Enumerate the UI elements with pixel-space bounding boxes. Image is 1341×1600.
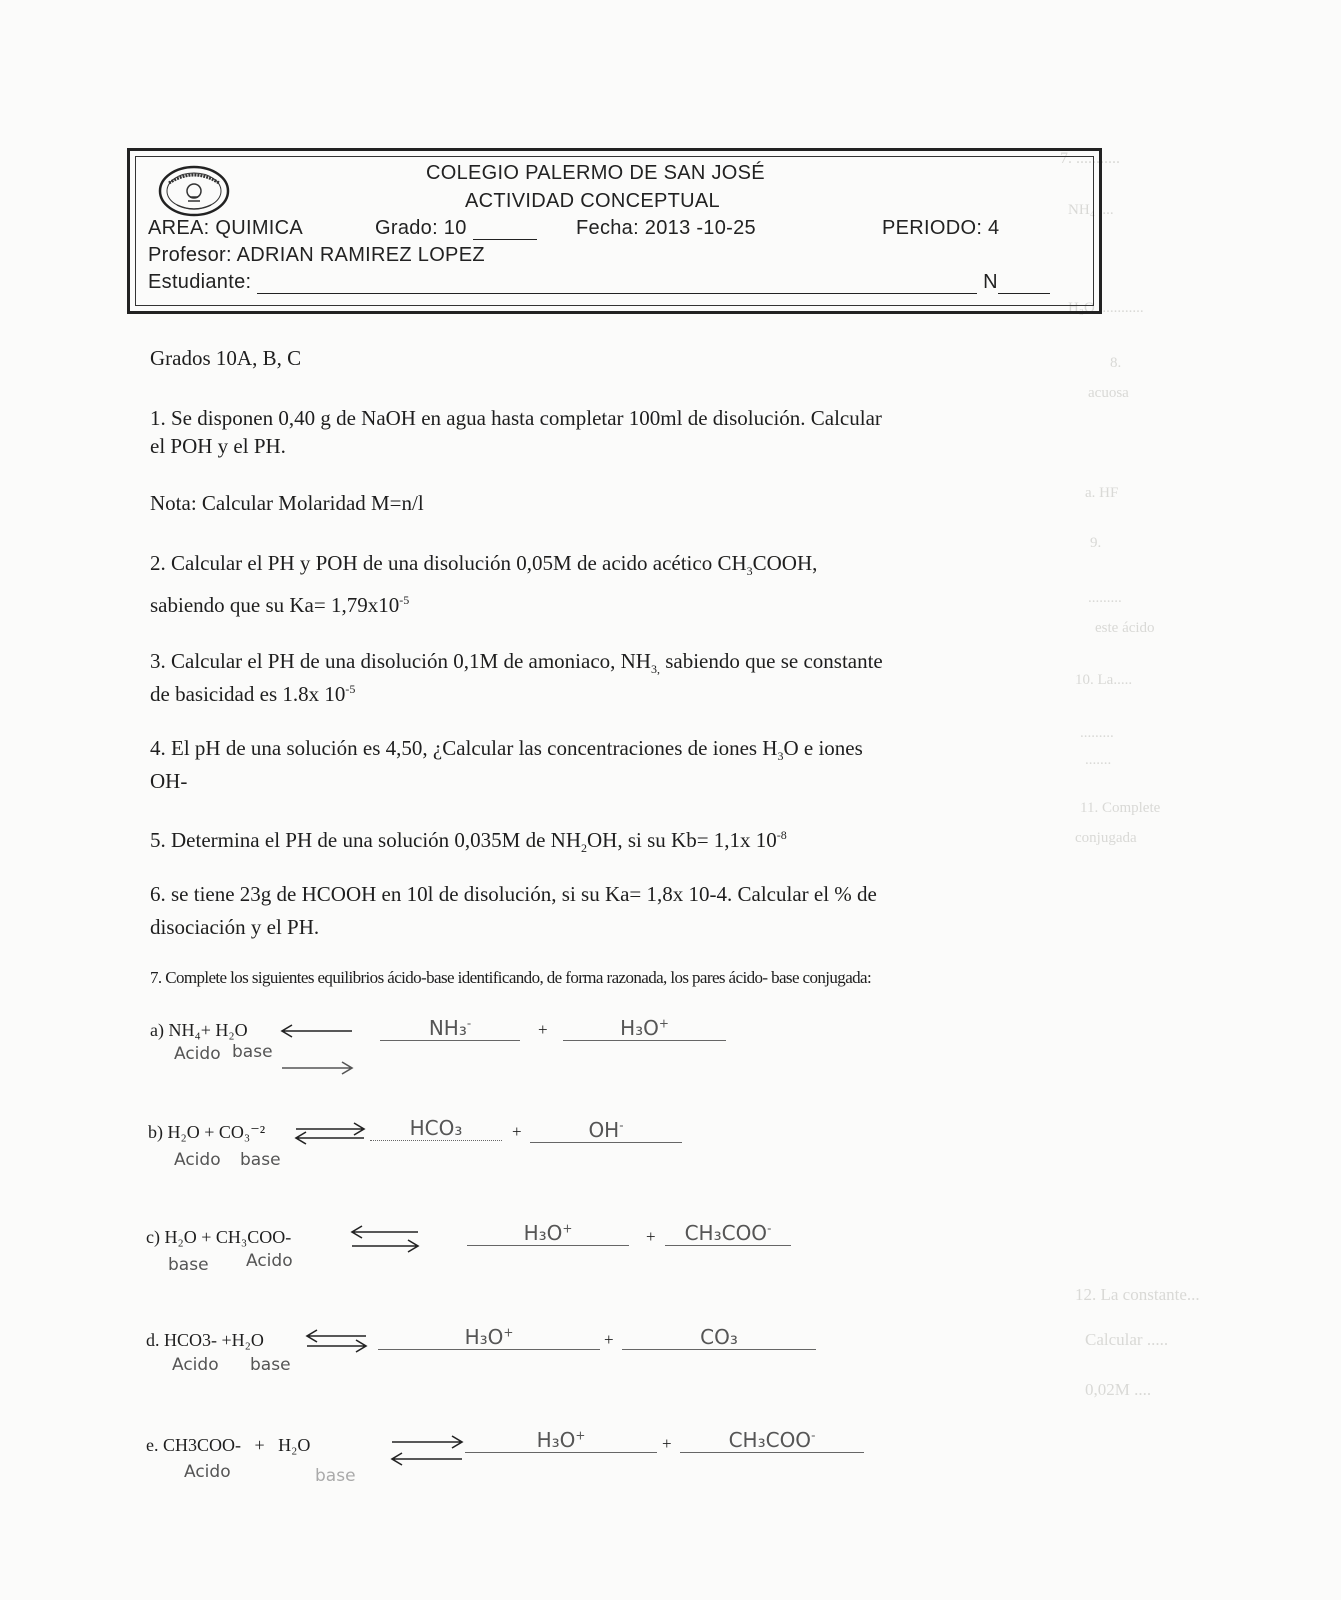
equilibrium-b-reaction: b) H₂O + CO₃⁻² [148,1122,266,1142]
equilibrium-d-product-1 [378,1327,600,1350]
question-4-line-2: OH- [150,769,188,793]
eq-b-p1-text: HCO₃ [409,1116,463,1140]
q2-sub: 3 [746,564,753,579]
q3-kb: de basicidad es 1.8x 10 [150,682,346,706]
equilibrium-e-label-2: base [315,1466,356,1486]
eq-c-p2-text: CH₃COO [684,1221,768,1245]
bleed-through: este ácido [1095,620,1155,636]
bleed-through: 10. La..... [1075,672,1133,688]
question-4-line-1 [150,733,863,763]
eq-a-p1-sup: - [466,1016,472,1031]
equilibrium-c-plus: + [646,1227,656,1246]
q4-sub: 3 [777,749,784,764]
equilibrium-c-product-2 [665,1223,791,1246]
equilibrium-d-reaction: d. HCO3- +H₂O [146,1330,264,1350]
eq-b-p2-sup: - [619,1118,624,1133]
eq-a-p2-text: H₃O [620,1016,659,1040]
estudiante-blank [257,275,977,294]
q4-text-a: 4. El pH de una solución es 4,50, ¿Calcular las concentraciones de iones H [150,736,778,760]
equilibrium-d-product-2 [622,1327,816,1350]
estudiante-text: Estudiante: [148,271,252,293]
eq-c-p1-sup: + [562,1221,573,1236]
question-2-line-2 [150,590,409,620]
eq-a-p1-text: NH₃ [428,1016,467,1040]
school-seal-logo [157,165,231,217]
arrow-d-left [307,1330,366,1342]
eq-a-p2-sup: + [658,1016,669,1031]
equilibrium-e-label-1: Acido [184,1462,231,1482]
q4-text-b: O e iones [783,736,863,760]
equilibrium-a-label-1: Acido [174,1044,221,1064]
eq-e-p1-sup: + [575,1428,586,1443]
bleed-through: NH₄ .... [1068,202,1114,218]
activity-title: ACTIVIDAD CONCEPTUAL [465,190,720,212]
eq-d-p2-text: CO₃ [700,1325,738,1349]
q3-kb-exp: -5 [345,682,356,696]
q3-text-b: sabiendo que se constante [659,649,883,673]
arrow-a-left [282,1025,352,1037]
question-2-line-1 [150,548,817,578]
q2-ka: sabiendo que su Ka= 1,79x10 [150,593,400,617]
equilibrium-a-plus: + [538,1020,548,1039]
equilibrium-a-reaction: a) NH₄+ H₂O [150,1020,248,1040]
bleed-through: 8. [1110,355,1122,371]
eq-c-p1-text: H₃O [523,1221,563,1245]
q3-text-a: 3. Calcular el PH de una disolución 0,1M de amoniaco, NH [150,649,651,673]
bleed-through: a. HF [1085,485,1119,501]
grado-label [375,217,537,240]
q5-text-b: OH, si su Kb= 1,1x 10 [587,828,777,852]
equilibrium-c-label-2: Acido [246,1251,293,1271]
bleed-through: 11. Complete [1080,800,1161,816]
arrow-a-right [282,1062,352,1074]
question-5-line [150,825,787,855]
area-label: AREA: QUIMICA [148,217,304,239]
eq-e-p2-sup: - [811,1428,816,1443]
question-3-line-1 [150,646,883,676]
bleed-through: Calcular ..... [1085,1330,1169,1349]
q5-text-a: 5. Determina el PH de una solución 0,035M de NH [150,828,582,852]
nota-line: Nota: Calcular Molaridad M=n/l [150,491,424,515]
q2-ka-exp: -5 [399,593,410,607]
question-6-line-1: 6. se tiene 23g de HCOOH en 10l de disolución, si su Ka= 1,8x 10-4. Calcular el % de [150,882,877,906]
equilibrium-b-product-1 [370,1118,502,1141]
equilibrium-c-reaction: c) H₂O + CH₃COO- [146,1227,292,1247]
equilibrium-a-label-2: base [232,1042,273,1062]
numero-blank [998,275,1050,294]
grades-line: Grados 10A, B, C [150,346,302,370]
equilibrium-e-reaction: e. CH3COO- + H₂O [146,1435,311,1455]
header-box [127,148,1102,314]
question-1-line-2: el POH y el PH. [150,434,286,458]
arrow-c-left [352,1226,418,1238]
equilibrium-e-product-1 [465,1430,657,1453]
equilibrium-d-label-1: Acido [172,1355,219,1375]
grado-blank [473,221,537,240]
periodo-label: PERIODO: 4 [882,217,1000,239]
q2-text-a: 2. Calcular el PH y POH de una disolución 0,05M de acido acético CH [150,551,747,575]
bleed-through: ......... [1080,725,1114,741]
arrow-b-left [296,1132,364,1144]
grado-text: Grado: 10 [375,217,467,239]
eq-b-p2-text: OH [588,1118,620,1142]
equilibrium-c-product-1 [467,1223,629,1246]
question-1-line-1: 1. Se disponen 0,40 g de NaOH en agua hasta completar 100ml de disolución. Calcular [150,406,882,430]
fecha-label: Fecha: 2013 -10-25 [576,217,756,239]
question-6-line-2: disociación y el PH. [150,915,320,939]
equilibrium-c-label-1: base [168,1255,209,1275]
bleed-through: 7. ........... [1060,150,1120,167]
eq-d-p1-text: H₃O [464,1325,504,1349]
equilibrium-e-product-2 [680,1430,864,1453]
bleed-through: H₃O ............ [1068,300,1144,316]
bleed-through: 12. La constante... [1075,1285,1200,1304]
numero-text: N [983,271,998,293]
q3-sub: 3, [650,662,660,677]
estudiante-label [148,271,1050,294]
bleed-through: conjugada [1075,830,1137,846]
equilibrium-b-plus: + [512,1122,522,1141]
eq-e-p1-text: H₃O [536,1428,576,1452]
school-name: COLEGIO PALERMO DE SAN JOSÉ [426,162,765,184]
bleed-through: 9. [1090,535,1102,551]
equilibrium-d-plus: + [604,1330,614,1349]
equilibrium-e-plus: + [662,1434,672,1453]
equilibrium-b-label-2: base [240,1150,281,1170]
q2-text-b: COOH, [752,551,818,575]
bleed-through: acuosa [1088,385,1129,401]
arrow-c-right [352,1240,418,1252]
question-7-line: 7. Complete los siguientes equilibrios ácido-base identificando, de forma razonada, los pares ácido- base conjugada: [150,968,872,987]
eq-e-p2-text: CH₃COO [728,1428,812,1452]
equilibrium-a-product-1 [380,1018,520,1041]
bleed-through: 0,02M .... [1085,1380,1152,1399]
bleed-through: ....... [1085,752,1112,768]
q5-exp: -8 [776,828,787,842]
question-3-line-2 [150,679,355,709]
arrow-d-right [307,1340,366,1352]
arrow-e-right [392,1436,462,1448]
equilibrium-b-product-2 [530,1120,682,1143]
arrow-e-left [392,1453,462,1465]
equilibrium-b-label-1: Acido [174,1150,221,1170]
eq-d-p1-sup: + [503,1325,514,1340]
profesor-label: Profesor: ADRIAN RAMIREZ LOPEZ [148,244,485,266]
arrow-b-right [296,1123,364,1135]
bleed-through: ......... [1088,590,1122,606]
equilibrium-a-product-2 [563,1018,726,1041]
equilibrium-d-label-2: base [250,1355,291,1375]
q5-sub: 2 [581,841,588,856]
eq-c-p2-sup: - [767,1221,772,1236]
